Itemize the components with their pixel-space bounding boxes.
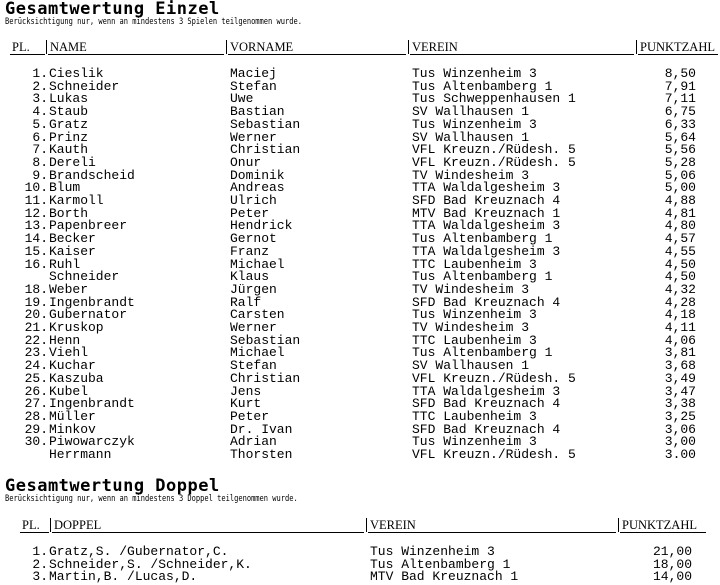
table-row: [0, 321, 720, 334]
name-cell: Weber: [49, 281, 89, 297]
points-cell: 8,50: [664, 66, 696, 81]
first-name-cell: Thorsten: [230, 447, 293, 462]
einzel-header-underline: [638, 54, 718, 55]
first-name-cell: Adrian: [230, 434, 277, 450]
points-cell: 4,18: [664, 307, 696, 323]
points-cell: 18,00: [652, 556, 692, 572]
rank-cell: 28.: [24, 408, 48, 424]
einzel-header-underline: [48, 54, 224, 55]
rank-cell: 25.: [24, 370, 48, 386]
points-cell: 3,00: [664, 434, 696, 450]
rank-cell: 18.: [24, 281, 48, 297]
rank-cell: 7.: [32, 142, 48, 158]
first-name-cell: Gernot: [230, 231, 277, 247]
table-row: [0, 346, 720, 359]
club-cell: TTA Waldalgesheim 3: [412, 383, 561, 399]
first-name-cell: Uwe: [230, 91, 254, 107]
points-cell: 3.00: [664, 447, 696, 462]
doppel-note: Berücksichtigung nur, wenn an mindestens 3 Doppel teilgenommen wurde.: [5, 494, 298, 504]
pair-cell: Gratz,S. /Gubernator,C.: [49, 544, 229, 559]
table-row: [0, 105, 720, 118]
first-name-cell: Klaus: [230, 269, 270, 285]
first-name-cell: Franz: [230, 243, 270, 259]
einzel-header-underline: [410, 54, 634, 55]
rank-cell: 3.: [32, 91, 48, 107]
points-cell: 4,50: [664, 256, 696, 272]
rank-cell: 21.: [24, 320, 48, 335]
club-cell: VFL Kreuzn./Rüdesh. 5: [412, 142, 576, 158]
points-cell: 3,06: [664, 421, 696, 437]
einzel-header-first: VORNAME: [230, 40, 294, 54]
first-name-cell: Sebastian: [230, 332, 301, 348]
table-row: [0, 308, 720, 321]
einzel-header-points: PUNKTZAHL: [640, 40, 715, 54]
first-name-cell: Kurt: [230, 396, 262, 412]
einzel-header-name: NAME: [50, 40, 87, 54]
first-name-cell: Stefan: [230, 78, 277, 94]
club-cell: MTV Bad Kreuznach 1: [370, 569, 519, 584]
table-row: [0, 359, 720, 372]
points-cell: 5,00: [664, 180, 696, 196]
einzel-title: Gesamtwertung Einzel: [5, 0, 220, 19]
table-row: [0, 448, 720, 461]
rank-cell: 26.: [24, 383, 48, 399]
rank-cell: 16.: [24, 256, 48, 272]
club-cell: Tus Winzenheim 3: [412, 434, 537, 450]
first-name-cell: Hendrick: [230, 218, 293, 234]
first-name-cell: Werner: [230, 129, 277, 145]
table-row: [0, 131, 720, 144]
einzel-header-rank: PL.: [12, 40, 30, 54]
points-cell: 6,33: [664, 116, 696, 132]
doppel-title: Gesamtwertung Doppel: [5, 476, 220, 496]
rank-cell: 13.: [24, 218, 48, 234]
points-cell: 7,11: [664, 91, 696, 107]
doppel-header-club: VEREIN: [370, 518, 416, 532]
club-cell: Tus Winzenheim 3: [370, 544, 495, 559]
name-cell: Piwowarczyk: [49, 434, 135, 450]
rank-cell: 9.: [32, 167, 48, 183]
club-cell: VFL Kreuzn./Rüdesh. 5: [412, 447, 576, 462]
first-name-cell: Michael: [230, 345, 285, 361]
points-cell: 4,88: [664, 193, 696, 208]
name-cell: Lukas: [49, 91, 89, 107]
club-cell: Tus Altenbamberg 1: [412, 78, 553, 94]
points-cell: 4,32: [664, 281, 696, 297]
points-cell: 4,80: [664, 218, 696, 234]
points-cell: 3,38: [664, 396, 696, 412]
table-row: [0, 92, 720, 105]
name-cell: Papenbreer: [49, 218, 128, 234]
points-cell: 3,47: [664, 383, 696, 399]
rank-cell: 6.: [32, 129, 48, 145]
rank-cell: 24.: [24, 358, 48, 374]
name-cell: Kauth: [49, 142, 89, 158]
einzel-header-divider: [46, 40, 47, 54]
table-row: [0, 194, 720, 207]
doppel-header-underline: [620, 532, 706, 533]
club-cell: SV Wallhausen 1: [412, 104, 530, 120]
club-cell: VFL Kreuzn./Rüdesh. 5: [412, 154, 576, 170]
points-cell: 5,56: [664, 142, 696, 158]
club-cell: SFD Bad Kreuznach 4: [412, 294, 561, 310]
rank-cell: 2.: [32, 556, 48, 572]
first-name-cell: Sebastian: [230, 116, 301, 132]
name-cell: Brandscheid: [49, 167, 135, 183]
pair-cell: Martin,B. /Lucas,D.: [49, 569, 198, 584]
club-cell: TV Windesheim 3: [412, 281, 530, 297]
rank-cell: 3.: [32, 569, 48, 584]
rank-cell: 23.: [24, 345, 48, 361]
first-name-cell: Andreas: [230, 180, 285, 196]
rank-cell: 8.: [32, 154, 48, 170]
first-name-cell: Onur: [230, 154, 262, 170]
name-cell: Kuchar: [49, 358, 96, 374]
name-cell: Kaszuba: [49, 370, 104, 386]
doppel-header-points: PUNKTZAHL: [622, 518, 697, 532]
rank-cell: 4.: [32, 104, 48, 120]
club-cell: SV Wallhausen 1: [412, 358, 530, 374]
first-name-cell: Werner: [230, 320, 277, 335]
club-cell: SFD Bad Kreuznach 4: [412, 396, 561, 412]
rank-cell: 30.: [24, 434, 48, 450]
rank-cell: 27.: [24, 396, 48, 412]
first-name-cell: Carsten: [230, 307, 285, 323]
club-cell: TV Windesheim 3: [412, 167, 530, 183]
table-row: [0, 156, 720, 169]
doppel-header-rank: PL.: [22, 518, 40, 532]
table-row: [0, 283, 720, 296]
table-row: [0, 232, 720, 245]
rank-cell: 10.: [24, 180, 48, 196]
club-cell: TTA Waldalgesheim 3: [412, 218, 561, 234]
name-cell: Kruskop: [49, 320, 104, 335]
doppel-header-pair: DOPPEL: [54, 518, 102, 532]
club-cell: TTA Waldalgesheim 3: [412, 180, 561, 196]
club-cell: SFD Bad Kreuznach 4: [412, 421, 561, 437]
club-cell: TTA Waldalgesheim 3: [412, 243, 561, 259]
points-cell: 4,57: [664, 231, 696, 247]
points-cell: 3,25: [664, 408, 696, 424]
table-row: [0, 181, 720, 194]
name-cell: Prinz: [49, 129, 89, 145]
points-cell: 4,28: [664, 294, 696, 310]
first-name-cell: Ulrich: [230, 193, 277, 208]
doppel-header-underline: [52, 532, 364, 533]
club-cell: Tus Winzenheim 3: [412, 116, 537, 132]
rank-cell: 22.: [24, 332, 48, 348]
table-row: [0, 143, 720, 156]
name-cell: Gratz: [49, 116, 89, 132]
points-cell: 3,81: [664, 345, 696, 361]
einzel-header-underline: [10, 54, 45, 55]
first-name-cell: Dr. Ivan: [230, 421, 293, 437]
einzel-header-club: VEREIN: [412, 40, 458, 54]
pair-cell: Schneider,S. /Schneider,K.: [49, 556, 252, 572]
first-name-cell: Christian: [230, 370, 301, 386]
name-cell: Ruhl: [49, 256, 81, 272]
name-cell: Viehl: [49, 345, 89, 361]
einzel-header-divider: [226, 40, 227, 54]
points-cell: 5,06: [664, 167, 696, 183]
club-cell: SFD Bad Kreuznach 4: [412, 193, 561, 208]
points-cell: 21,00: [652, 544, 692, 559]
table-row: [0, 169, 720, 182]
einzel-header-underline: [228, 54, 406, 55]
points-cell: 7,91: [664, 78, 696, 94]
club-cell: Tus Altenbamberg 1: [412, 269, 553, 285]
first-name-cell: Stefan: [230, 358, 277, 374]
table-row: [0, 270, 720, 283]
club-cell: TTC Laubenheim 3: [412, 408, 537, 424]
name-cell: Dereli: [49, 154, 96, 170]
name-cell: Kaiser: [49, 243, 96, 259]
first-name-cell: Peter: [230, 408, 270, 424]
club-cell: Tus Winzenheim 3: [412, 307, 537, 323]
club-cell: Tus Altenbamberg 1: [412, 345, 553, 361]
table-row: [0, 570, 720, 583]
points-cell: 3,68: [664, 358, 696, 374]
club-cell: VFL Kreuzn./Rüdesh. 5: [412, 370, 576, 386]
points-cell: 5,64: [664, 129, 696, 145]
club-cell: TTC Laubenheim 3: [412, 256, 537, 272]
points-cell: 4,81: [664, 205, 696, 221]
first-name-cell: Jens: [230, 383, 262, 399]
rank-cell: 1.: [32, 544, 48, 559]
rank-cell: 2.: [32, 78, 48, 94]
doppel-header-divider: [366, 518, 367, 532]
name-cell: Herrmann: [49, 447, 112, 462]
first-name-cell: Ralf: [230, 294, 262, 310]
table-row: [0, 397, 720, 410]
table-row: [0, 334, 720, 347]
table-row: [0, 118, 720, 131]
doppel-header-divider: [50, 518, 51, 532]
name-cell: Minkov: [49, 421, 96, 437]
rank-cell: 1.: [32, 66, 48, 81]
first-name-cell: Christian: [230, 142, 301, 158]
points-cell: 4,50: [664, 269, 696, 285]
table-row: [0, 219, 720, 232]
doppel-header-divider: [618, 518, 619, 532]
first-name-cell: Peter: [230, 205, 270, 221]
name-cell: Blum: [49, 180, 81, 196]
table-row: [0, 410, 720, 423]
name-cell: Borth: [49, 205, 89, 221]
name-cell: Henn: [49, 332, 81, 348]
name-cell: Müller: [49, 408, 96, 424]
table-row: [0, 80, 720, 93]
club-cell: SV Wallhausen 1: [412, 129, 530, 145]
rank-cell: 15.: [24, 243, 48, 259]
rank-cell: 12.: [24, 205, 48, 221]
points-cell: 3,49: [664, 370, 696, 386]
points-cell: 4,06: [664, 332, 696, 348]
points-cell: 5,28: [664, 154, 696, 170]
rank-cell: 29.: [24, 421, 48, 437]
rank-cell: 14.: [24, 231, 48, 247]
doppel-header-underline: [368, 532, 616, 533]
name-cell: Becker: [49, 231, 96, 247]
first-name-cell: Dominik: [230, 167, 285, 183]
rank-cell: 11.: [24, 193, 48, 208]
einzel-header-divider: [636, 40, 637, 54]
name-cell: Ingenbrandt: [49, 396, 135, 412]
name-cell: Schneider: [49, 269, 120, 285]
club-cell: MTV Bad Kreuznach 1: [412, 205, 561, 221]
name-cell: Gubernator: [49, 307, 128, 323]
points-cell: 4,11: [664, 320, 696, 335]
name-cell: Kubel: [49, 383, 89, 399]
club-cell: Tus Winzenheim 3: [412, 66, 537, 81]
doppel-header-underline: [20, 532, 49, 533]
points-cell: 4,55: [664, 243, 696, 259]
rank-cell: 20.: [24, 307, 48, 323]
einzel-header-divider: [408, 40, 409, 54]
club-cell: TTC Laubenheim 3: [412, 332, 537, 348]
points-cell: 14,00: [652, 569, 692, 584]
einzel-note: Berücksichtigung nur, wenn an mindestens 3 Spielen teilgenommen wurde.: [5, 17, 302, 27]
first-name-cell: Michael: [230, 256, 285, 272]
first-name-cell: Jürgen: [230, 281, 277, 297]
name-cell: Staub: [49, 104, 89, 120]
name-cell: Schneider: [49, 78, 120, 94]
first-name-cell: Bastian: [230, 104, 285, 120]
club-cell: Tus Schweppenhausen 1: [412, 91, 576, 107]
table-row: [0, 372, 720, 385]
name-cell: Cieslik: [49, 66, 104, 81]
table-row: [0, 245, 720, 258]
name-cell: Ingenbrandt: [49, 294, 135, 310]
points-cell: 6,75: [664, 104, 696, 120]
club-cell: Tus Altenbamberg 1: [370, 556, 511, 572]
name-cell: Karmoll: [49, 193, 104, 208]
first-name-cell: Maciej: [230, 66, 277, 81]
rank-cell: 19.: [24, 294, 48, 310]
rank-cell: 5.: [32, 116, 48, 132]
club-cell: Tus Altenbamberg 1: [412, 231, 553, 247]
club-cell: TV Windesheim 3: [412, 320, 530, 335]
